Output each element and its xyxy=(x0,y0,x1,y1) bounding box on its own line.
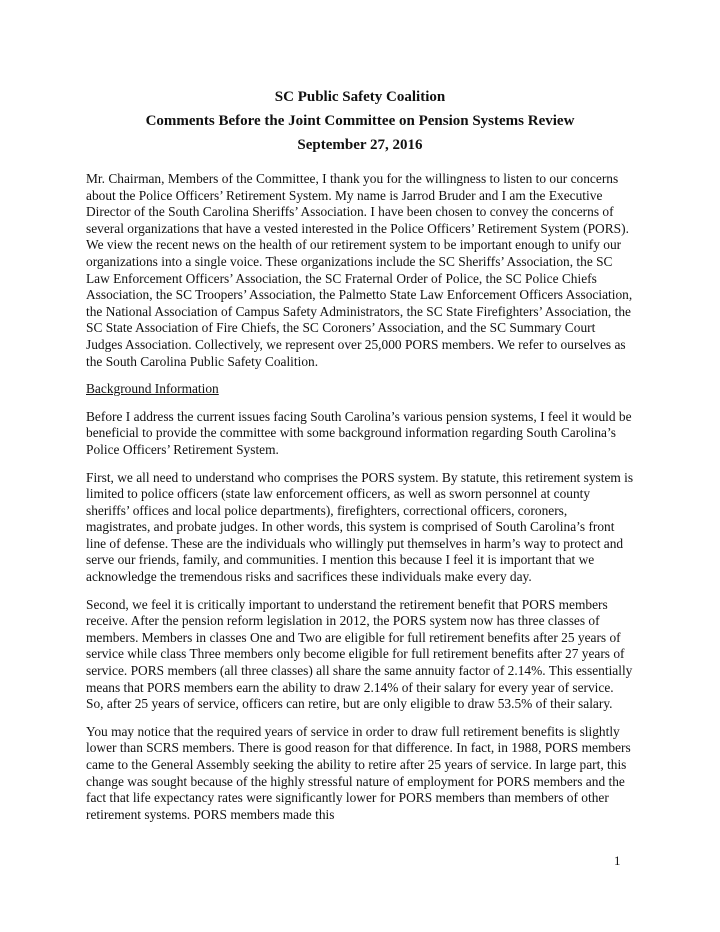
document-title xyxy=(86,85,634,157)
title-organization: SC Public Safety Coalition xyxy=(274,89,446,105)
paragraph-pors-membership: First, we all need to understand who comprises the PORS system. By statute, this retirement system is limited to police officers (state law enforcement officers, as well as sworn personnel at county sheriffs’ offices and local police departments), firefighters, correctional officers, coroners, magistrates, and probate judges. In other words, this system is comprised of South Carolina’s front line of defense. These are the individuals who willingly put themselves in harm’s way to protect and serve our friends, family, and communities. I mention this because I feel it is important that we acknowledge the tremendous risks and sacrifices these individuals make every day. xyxy=(86,469,634,585)
document-body xyxy=(86,171,634,823)
paragraph-background-intro: Before I address the current issues facing South Carolina’s various pension systems, I feel it would be beneficial to provide the committee with some background information regarding South Carolina’s Police Officers’ Retirement System. xyxy=(86,408,632,457)
paragraph-intro: Mr. Chairman, Members of the Committee, I thank you for the willingness to listen to our concerns about the Police Officers’ Retirement System. My name is Jarrod Bruder and I am the Executive Director of the South Carolina Sheriffs’ Association. I have been chosen to convey the concerns of several organizations that have a vested interested in the Police Officers’ Retirement System (PORS). We view the recent news on the health of our retirement system to be important enough to unify our organizations into a single voice. These organizations include the SC Sheriffs’ Association, the SC Law Enforcement Officers’ Association, the SC Fraternal Order of Police, the SC Police Chiefs Association, the SC Troopers’ Association, the Palmetto State Law Enforcement Officers Association, the National Association of Campus Safety Administrators, the SC State Firefighters’ Association, the SC State Association of Fire Chiefs, the SC Coroners’ Association, and the SC Summary Court Judges Association. Collectively, we represent over 25,000 PORS members. We refer to ourselves as the South Carolina Public Safety Coalition. xyxy=(86,171,633,369)
title-subject: Comments Before the Joint Committee on Pension Systems Review xyxy=(145,113,575,129)
paragraph-years-of-service: You may notice that the required years of service in order to draw full retirement benefits is slightly lower than SCRS members. There is good reason for that difference. In fact, in 1988, PORS members came to the General Assembly seeking the ability to retire after 25 years of service. In large part, this change was sought because of the highly stressful nature of employment for PORS members and the fact that life expectancy rates were significantly lower for PORS members than members of other retirement systems. PORS members made this xyxy=(86,723,631,822)
page-number: 1 xyxy=(614,853,621,868)
section-heading-background: Background Information xyxy=(86,381,219,397)
title-date: September 27, 2016 xyxy=(297,137,423,153)
paragraph-retirement-benefit: Second, we feel it is critically important to understand the retirement benefit that PORS members receive. After the pension reform legislation in 2012, the PORS system now has three classes of members. Members in classes One and Two are eligible for full retirement benefits after 25 years of service while class Three members only become eligible for full retirement benefits after 27 years of service. PORS members (all three classes) all share the same annuity factor of 2.14%. This essentially means that PORS members earn the ability to draw 2.14% of their salary for every year of service. So, after 25 years of service, officers can retire, but are only eligible to draw 53.5% of their salary. xyxy=(86,596,633,712)
